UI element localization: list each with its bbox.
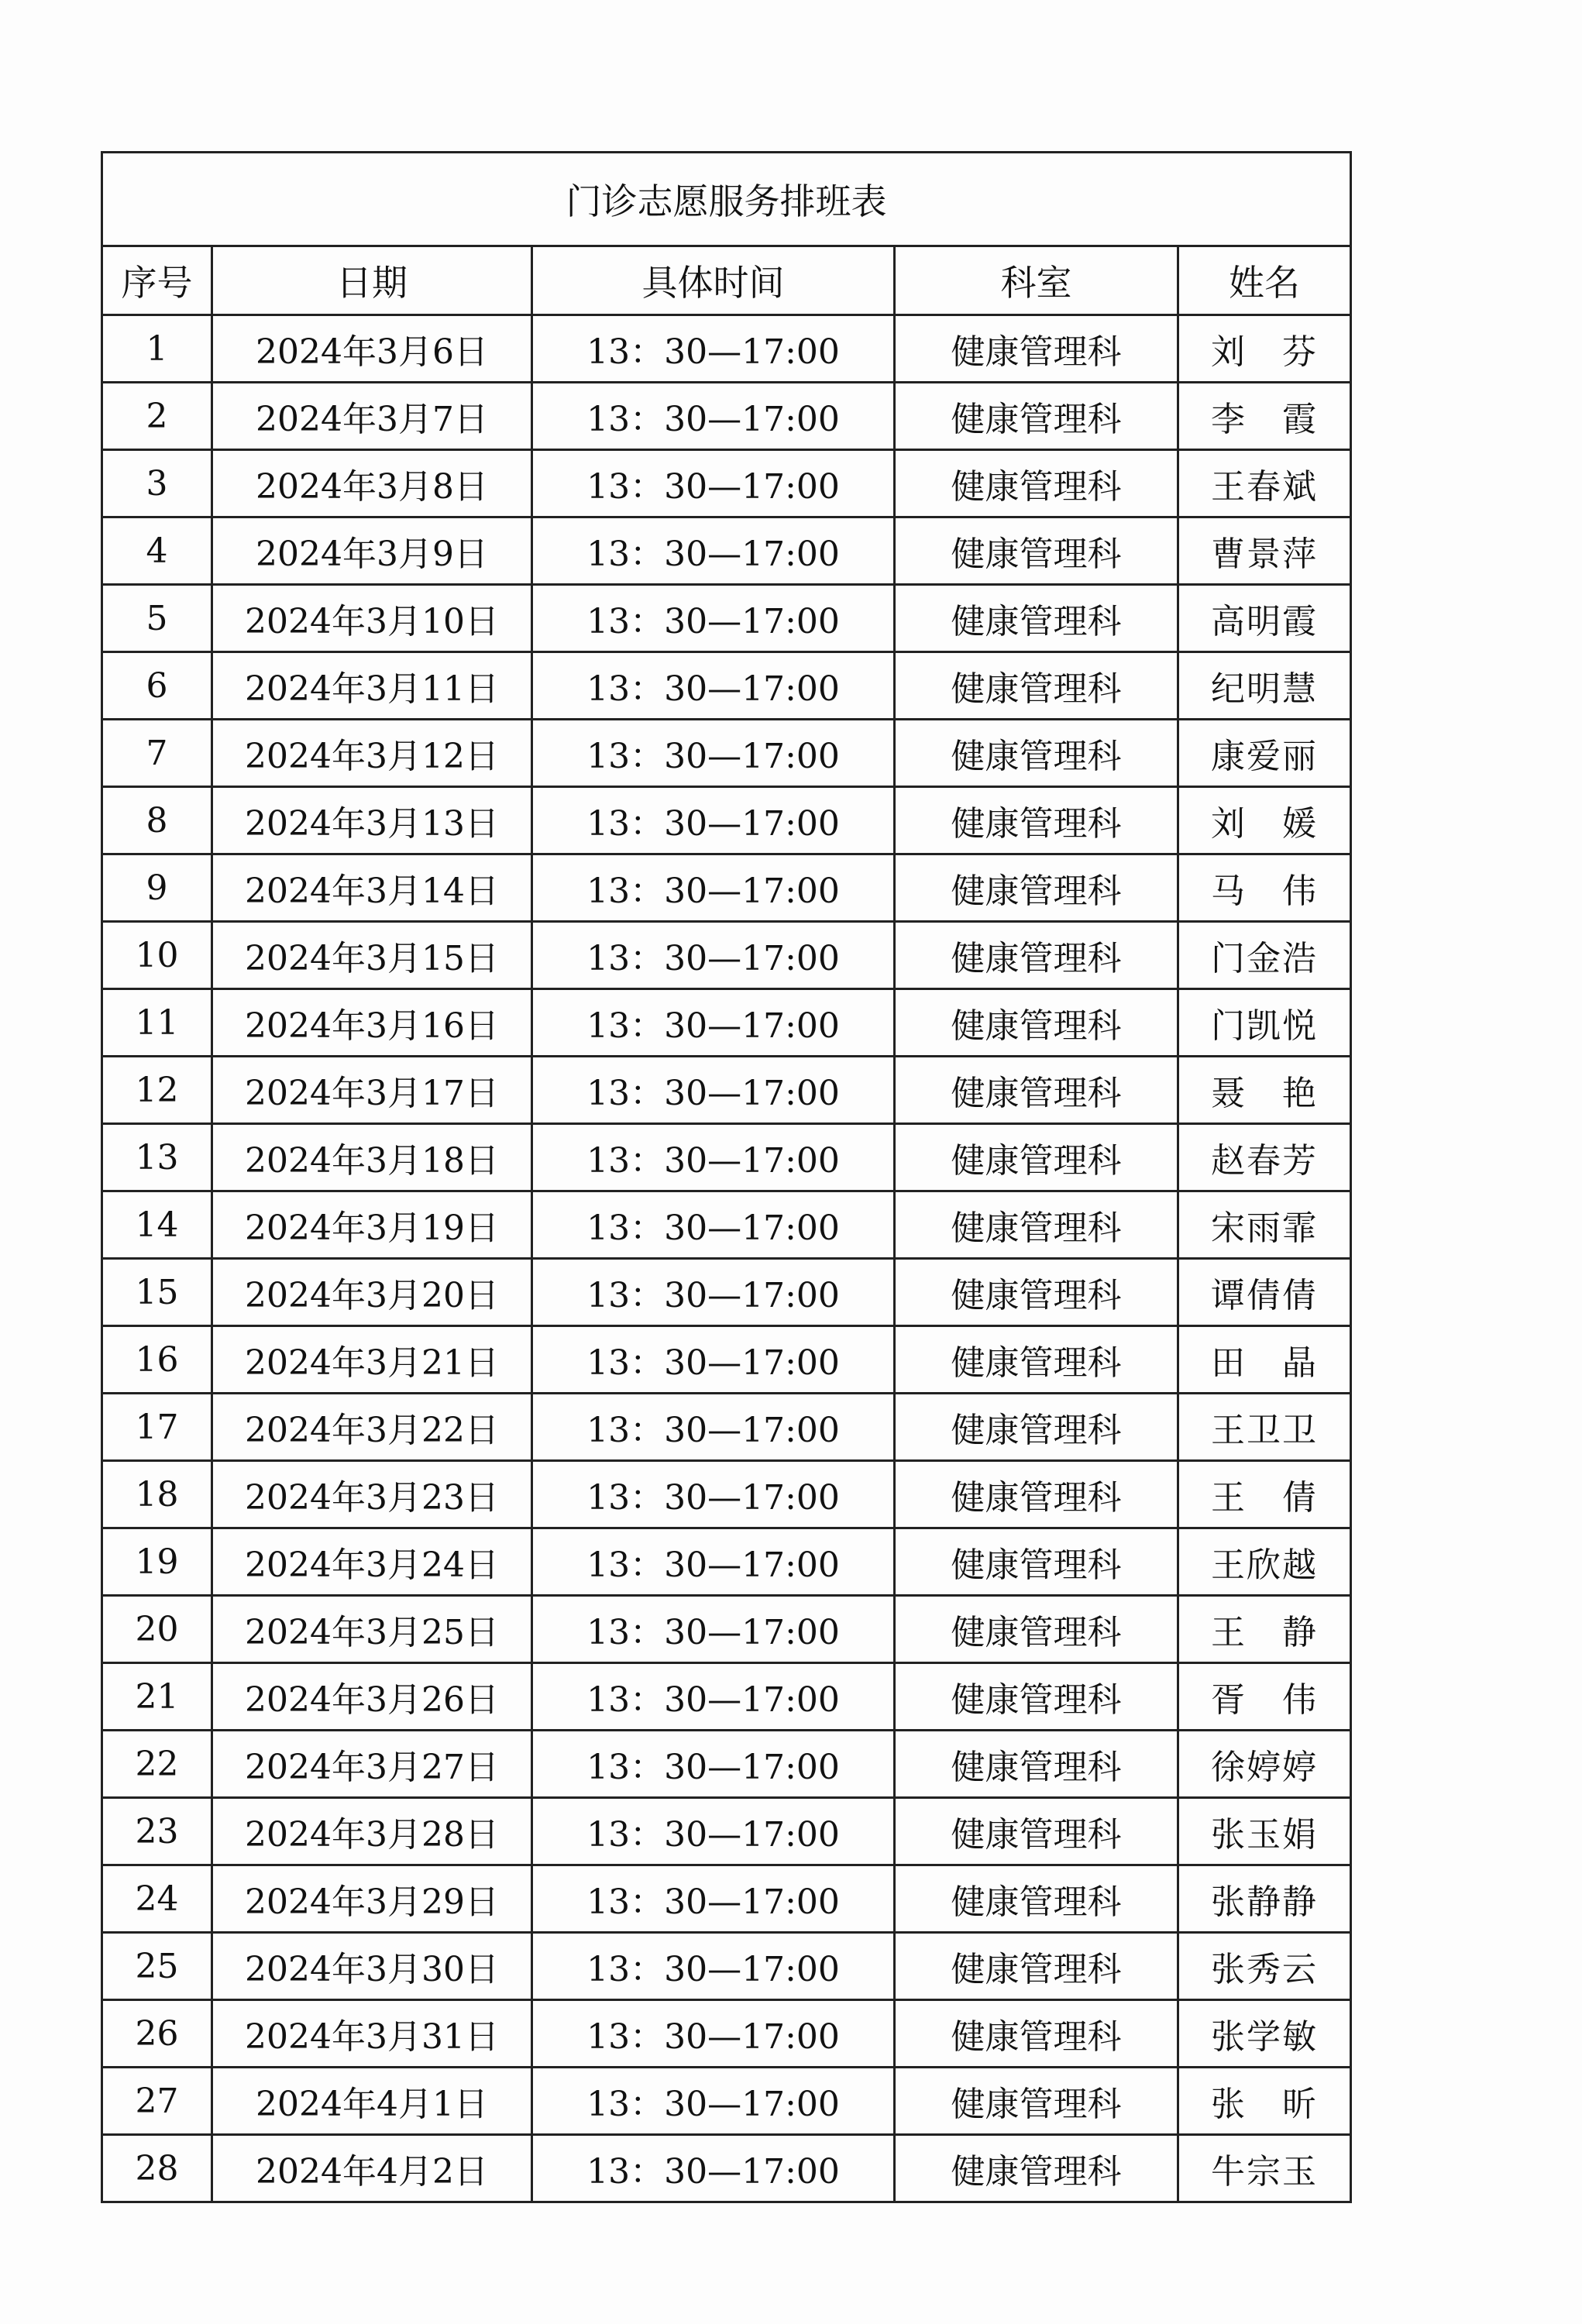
cell-name: 康爱丽 <box>1178 720 1351 787</box>
table-row <box>102 989 1351 1057</box>
cell-dept: 健康管理科 <box>895 1259 1178 1326</box>
cell-dept: 健康管理科 <box>895 517 1178 585</box>
cell-time: 13：30—17:00 <box>532 1596 895 1663</box>
cell-date: 2024年4月2日 <box>212 2135 532 2202</box>
cell-time: 13：30—17:00 <box>532 383 895 450</box>
cell-seq: 19 <box>102 1528 212 1596</box>
table-row <box>102 1528 1351 1596</box>
cell-date: 2024年3月11日 <box>212 652 532 720</box>
cell-date: 2024年3月24日 <box>212 1528 532 1596</box>
cell-name: 刘 媛 <box>1178 787 1351 854</box>
cell-seq: 27 <box>102 2068 212 2135</box>
cell-date: 2024年3月25日 <box>212 1596 532 1663</box>
cell-dept: 健康管理科 <box>895 787 1178 854</box>
cell-name: 门凯悦 <box>1178 989 1351 1057</box>
cell-seq: 13 <box>102 1124 212 1191</box>
cell-name: 张学敏 <box>1178 2000 1351 2068</box>
cell-dept: 健康管理科 <box>895 315 1178 383</box>
table-row <box>102 652 1351 720</box>
cell-date: 2024年3月15日 <box>212 922 532 989</box>
cell-time: 13：30—17:00 <box>532 922 895 989</box>
table-row <box>102 787 1351 854</box>
cell-name: 王春斌 <box>1178 450 1351 517</box>
cell-time: 13：30—17:00 <box>532 1259 895 1326</box>
table-row <box>102 1394 1351 1461</box>
cell-time: 13：30—17:00 <box>532 2135 895 2202</box>
cell-name: 聂 艳 <box>1178 1057 1351 1124</box>
cell-time: 13：30—17:00 <box>532 989 895 1057</box>
cell-name: 王欣越 <box>1178 1528 1351 1596</box>
cell-seq: 5 <box>102 585 212 652</box>
table-row <box>102 383 1351 450</box>
table-row <box>102 1191 1351 1259</box>
cell-seq: 9 <box>102 854 212 922</box>
cell-date: 2024年3月29日 <box>212 1865 532 1933</box>
cell-dept: 健康管理科 <box>895 2068 1178 2135</box>
cell-date: 2024年3月10日 <box>212 585 532 652</box>
cell-dept: 健康管理科 <box>895 1731 1178 1798</box>
cell-seq: 25 <box>102 1933 212 2000</box>
header-time: 具体时间 <box>532 246 895 315</box>
cell-seq: 28 <box>102 2135 212 2202</box>
cell-dept: 健康管理科 <box>895 1057 1178 1124</box>
cell-date: 2024年3月12日 <box>212 720 532 787</box>
cell-name: 王卫卫 <box>1178 1394 1351 1461</box>
cell-dept: 健康管理科 <box>895 1528 1178 1596</box>
cell-seq: 14 <box>102 1191 212 1259</box>
header-dept: 科室 <box>895 246 1178 315</box>
cell-seq: 2 <box>102 383 212 450</box>
table-row <box>102 1461 1351 1528</box>
cell-name: 胥 伟 <box>1178 1663 1351 1731</box>
cell-seq: 16 <box>102 1326 212 1394</box>
cell-name: 王 倩 <box>1178 1461 1351 1528</box>
cell-date: 2024年3月31日 <box>212 2000 532 2068</box>
table-row <box>102 1326 1351 1394</box>
cell-time: 13：30—17:00 <box>532 652 895 720</box>
table-row <box>102 1124 1351 1191</box>
cell-time: 13：30—17:00 <box>532 854 895 922</box>
cell-dept: 健康管理科 <box>895 1191 1178 1259</box>
header-date: 日期 <box>212 246 532 315</box>
cell-dept: 健康管理科 <box>895 585 1178 652</box>
cell-time: 13：30—17:00 <box>532 585 895 652</box>
cell-date: 2024年3月21日 <box>212 1326 532 1394</box>
cell-name: 高明霞 <box>1178 585 1351 652</box>
cell-dept: 健康管理科 <box>895 854 1178 922</box>
cell-seq: 22 <box>102 1731 212 1798</box>
table-row <box>102 2000 1351 2068</box>
cell-time: 13：30—17:00 <box>532 517 895 585</box>
cell-name: 宋雨霏 <box>1178 1191 1351 1259</box>
cell-date: 2024年3月19日 <box>212 1191 532 1259</box>
cell-seq: 17 <box>102 1394 212 1461</box>
cell-time: 13：30—17:00 <box>532 1191 895 1259</box>
cell-time: 13：30—17:00 <box>532 2000 895 2068</box>
cell-seq: 26 <box>102 2000 212 2068</box>
cell-dept: 健康管理科 <box>895 2135 1178 2202</box>
cell-seq: 23 <box>102 1798 212 1865</box>
cell-dept: 健康管理科 <box>895 1865 1178 1933</box>
cell-seq: 20 <box>102 1596 212 1663</box>
cell-dept: 健康管理科 <box>895 450 1178 517</box>
table-row <box>102 1259 1351 1326</box>
table-row <box>102 585 1351 652</box>
cell-seq: 18 <box>102 1461 212 1528</box>
cell-date: 2024年3月17日 <box>212 1057 532 1124</box>
cell-dept: 健康管理科 <box>895 383 1178 450</box>
table-row <box>102 1865 1351 1933</box>
cell-dept: 健康管理科 <box>895 922 1178 989</box>
cell-date: 2024年3月16日 <box>212 989 532 1057</box>
cell-dept: 健康管理科 <box>895 2000 1178 2068</box>
cell-date: 2024年3月27日 <box>212 1731 532 1798</box>
cell-seq: 11 <box>102 989 212 1057</box>
cell-seq: 1 <box>102 315 212 383</box>
table-row <box>102 1596 1351 1663</box>
cell-date: 2024年3月23日 <box>212 1461 532 1528</box>
table-body <box>102 315 1351 2202</box>
cell-name: 徐婷婷 <box>1178 1731 1351 1798</box>
cell-time: 13：30—17:00 <box>532 2068 895 2135</box>
cell-name: 门金浩 <box>1178 922 1351 989</box>
cell-time: 13：30—17:00 <box>532 1731 895 1798</box>
cell-dept: 健康管理科 <box>895 1663 1178 1731</box>
cell-name: 谭倩倩 <box>1178 1259 1351 1326</box>
cell-name: 田 晶 <box>1178 1326 1351 1394</box>
cell-seq: 7 <box>102 720 212 787</box>
cell-date: 2024年3月26日 <box>212 1663 532 1731</box>
cell-seq: 4 <box>102 517 212 585</box>
cell-time: 13：30—17:00 <box>532 1528 895 1596</box>
cell-date: 2024年3月30日 <box>212 1933 532 2000</box>
cell-time: 13：30—17:00 <box>532 1394 895 1461</box>
table-row <box>102 2135 1351 2202</box>
table-header-row <box>102 246 1351 315</box>
cell-dept: 健康管理科 <box>895 1124 1178 1191</box>
table-row <box>102 315 1351 383</box>
table-row <box>102 450 1351 517</box>
table-row <box>102 1731 1351 1798</box>
header-seq: 序号 <box>102 246 212 315</box>
table-row <box>102 517 1351 585</box>
table-row <box>102 2068 1351 2135</box>
schedule-table <box>101 151 1352 2203</box>
table-row <box>102 854 1351 922</box>
cell-dept: 健康管理科 <box>895 1933 1178 2000</box>
cell-seq: 12 <box>102 1057 212 1124</box>
cell-name: 张 昕 <box>1178 2068 1351 2135</box>
cell-seq: 24 <box>102 1865 212 1933</box>
cell-date: 2024年3月13日 <box>212 787 532 854</box>
cell-dept: 健康管理科 <box>895 1798 1178 1865</box>
cell-date: 2024年3月9日 <box>212 517 532 585</box>
cell-name: 王 静 <box>1178 1596 1351 1663</box>
table-row <box>102 1798 1351 1865</box>
cell-seq: 15 <box>102 1259 212 1326</box>
cell-time: 13：30—17:00 <box>532 1057 895 1124</box>
cell-dept: 健康管理科 <box>895 720 1178 787</box>
cell-seq: 10 <box>102 922 212 989</box>
cell-name: 牛宗玉 <box>1178 2135 1351 2202</box>
cell-dept: 健康管理科 <box>895 1461 1178 1528</box>
cell-time: 13：30—17:00 <box>532 1798 895 1865</box>
cell-seq: 8 <box>102 787 212 854</box>
cell-date: 2024年3月6日 <box>212 315 532 383</box>
cell-time: 13：30—17:00 <box>532 1933 895 2000</box>
cell-name: 曹景萍 <box>1178 517 1351 585</box>
cell-dept: 健康管理科 <box>895 652 1178 720</box>
cell-time: 13：30—17:00 <box>532 450 895 517</box>
cell-dept: 健康管理科 <box>895 1394 1178 1461</box>
cell-seq: 3 <box>102 450 212 517</box>
table-row <box>102 1933 1351 2000</box>
table-row <box>102 720 1351 787</box>
cell-date: 2024年3月28日 <box>212 1798 532 1865</box>
cell-date: 2024年3月7日 <box>212 383 532 450</box>
cell-time: 13：30—17:00 <box>532 787 895 854</box>
cell-time: 13：30—17:00 <box>532 1663 895 1731</box>
table-row <box>102 1057 1351 1124</box>
cell-name: 赵春芳 <box>1178 1124 1351 1191</box>
cell-date: 2024年3月8日 <box>212 450 532 517</box>
cell-time: 13：30—17:00 <box>532 1124 895 1191</box>
cell-name: 张玉娟 <box>1178 1798 1351 1865</box>
cell-date: 2024年3月22日 <box>212 1394 532 1461</box>
header-name: 姓名 <box>1178 246 1351 315</box>
cell-dept: 健康管理科 <box>895 989 1178 1057</box>
cell-name: 张秀云 <box>1178 1933 1351 2000</box>
cell-date: 2024年3月20日 <box>212 1259 532 1326</box>
cell-time: 13：30—17:00 <box>532 720 895 787</box>
table-row <box>102 922 1351 989</box>
cell-date: 2024年4月1日 <box>212 2068 532 2135</box>
table-row <box>102 1663 1351 1731</box>
cell-name: 张静静 <box>1178 1865 1351 1933</box>
cell-time: 13：30—17:00 <box>532 1461 895 1528</box>
cell-date: 2024年3月14日 <box>212 854 532 922</box>
cell-name: 李 霞 <box>1178 383 1351 450</box>
cell-dept: 健康管理科 <box>895 1326 1178 1394</box>
cell-seq: 21 <box>102 1663 212 1731</box>
cell-name: 刘 芬 <box>1178 315 1351 383</box>
cell-time: 13：30—17:00 <box>532 1865 895 1933</box>
cell-time: 13：30—17:00 <box>532 315 895 383</box>
cell-time: 13：30—17:00 <box>532 1326 895 1394</box>
cell-dept: 健康管理科 <box>895 1596 1178 1663</box>
table-title-row <box>102 153 1351 246</box>
table-title: 门诊志愿服务排班表 <box>102 153 1351 246</box>
cell-seq: 6 <box>102 652 212 720</box>
cell-date: 2024年3月18日 <box>212 1124 532 1191</box>
cell-name: 马 伟 <box>1178 854 1351 922</box>
cell-name: 纪明慧 <box>1178 652 1351 720</box>
